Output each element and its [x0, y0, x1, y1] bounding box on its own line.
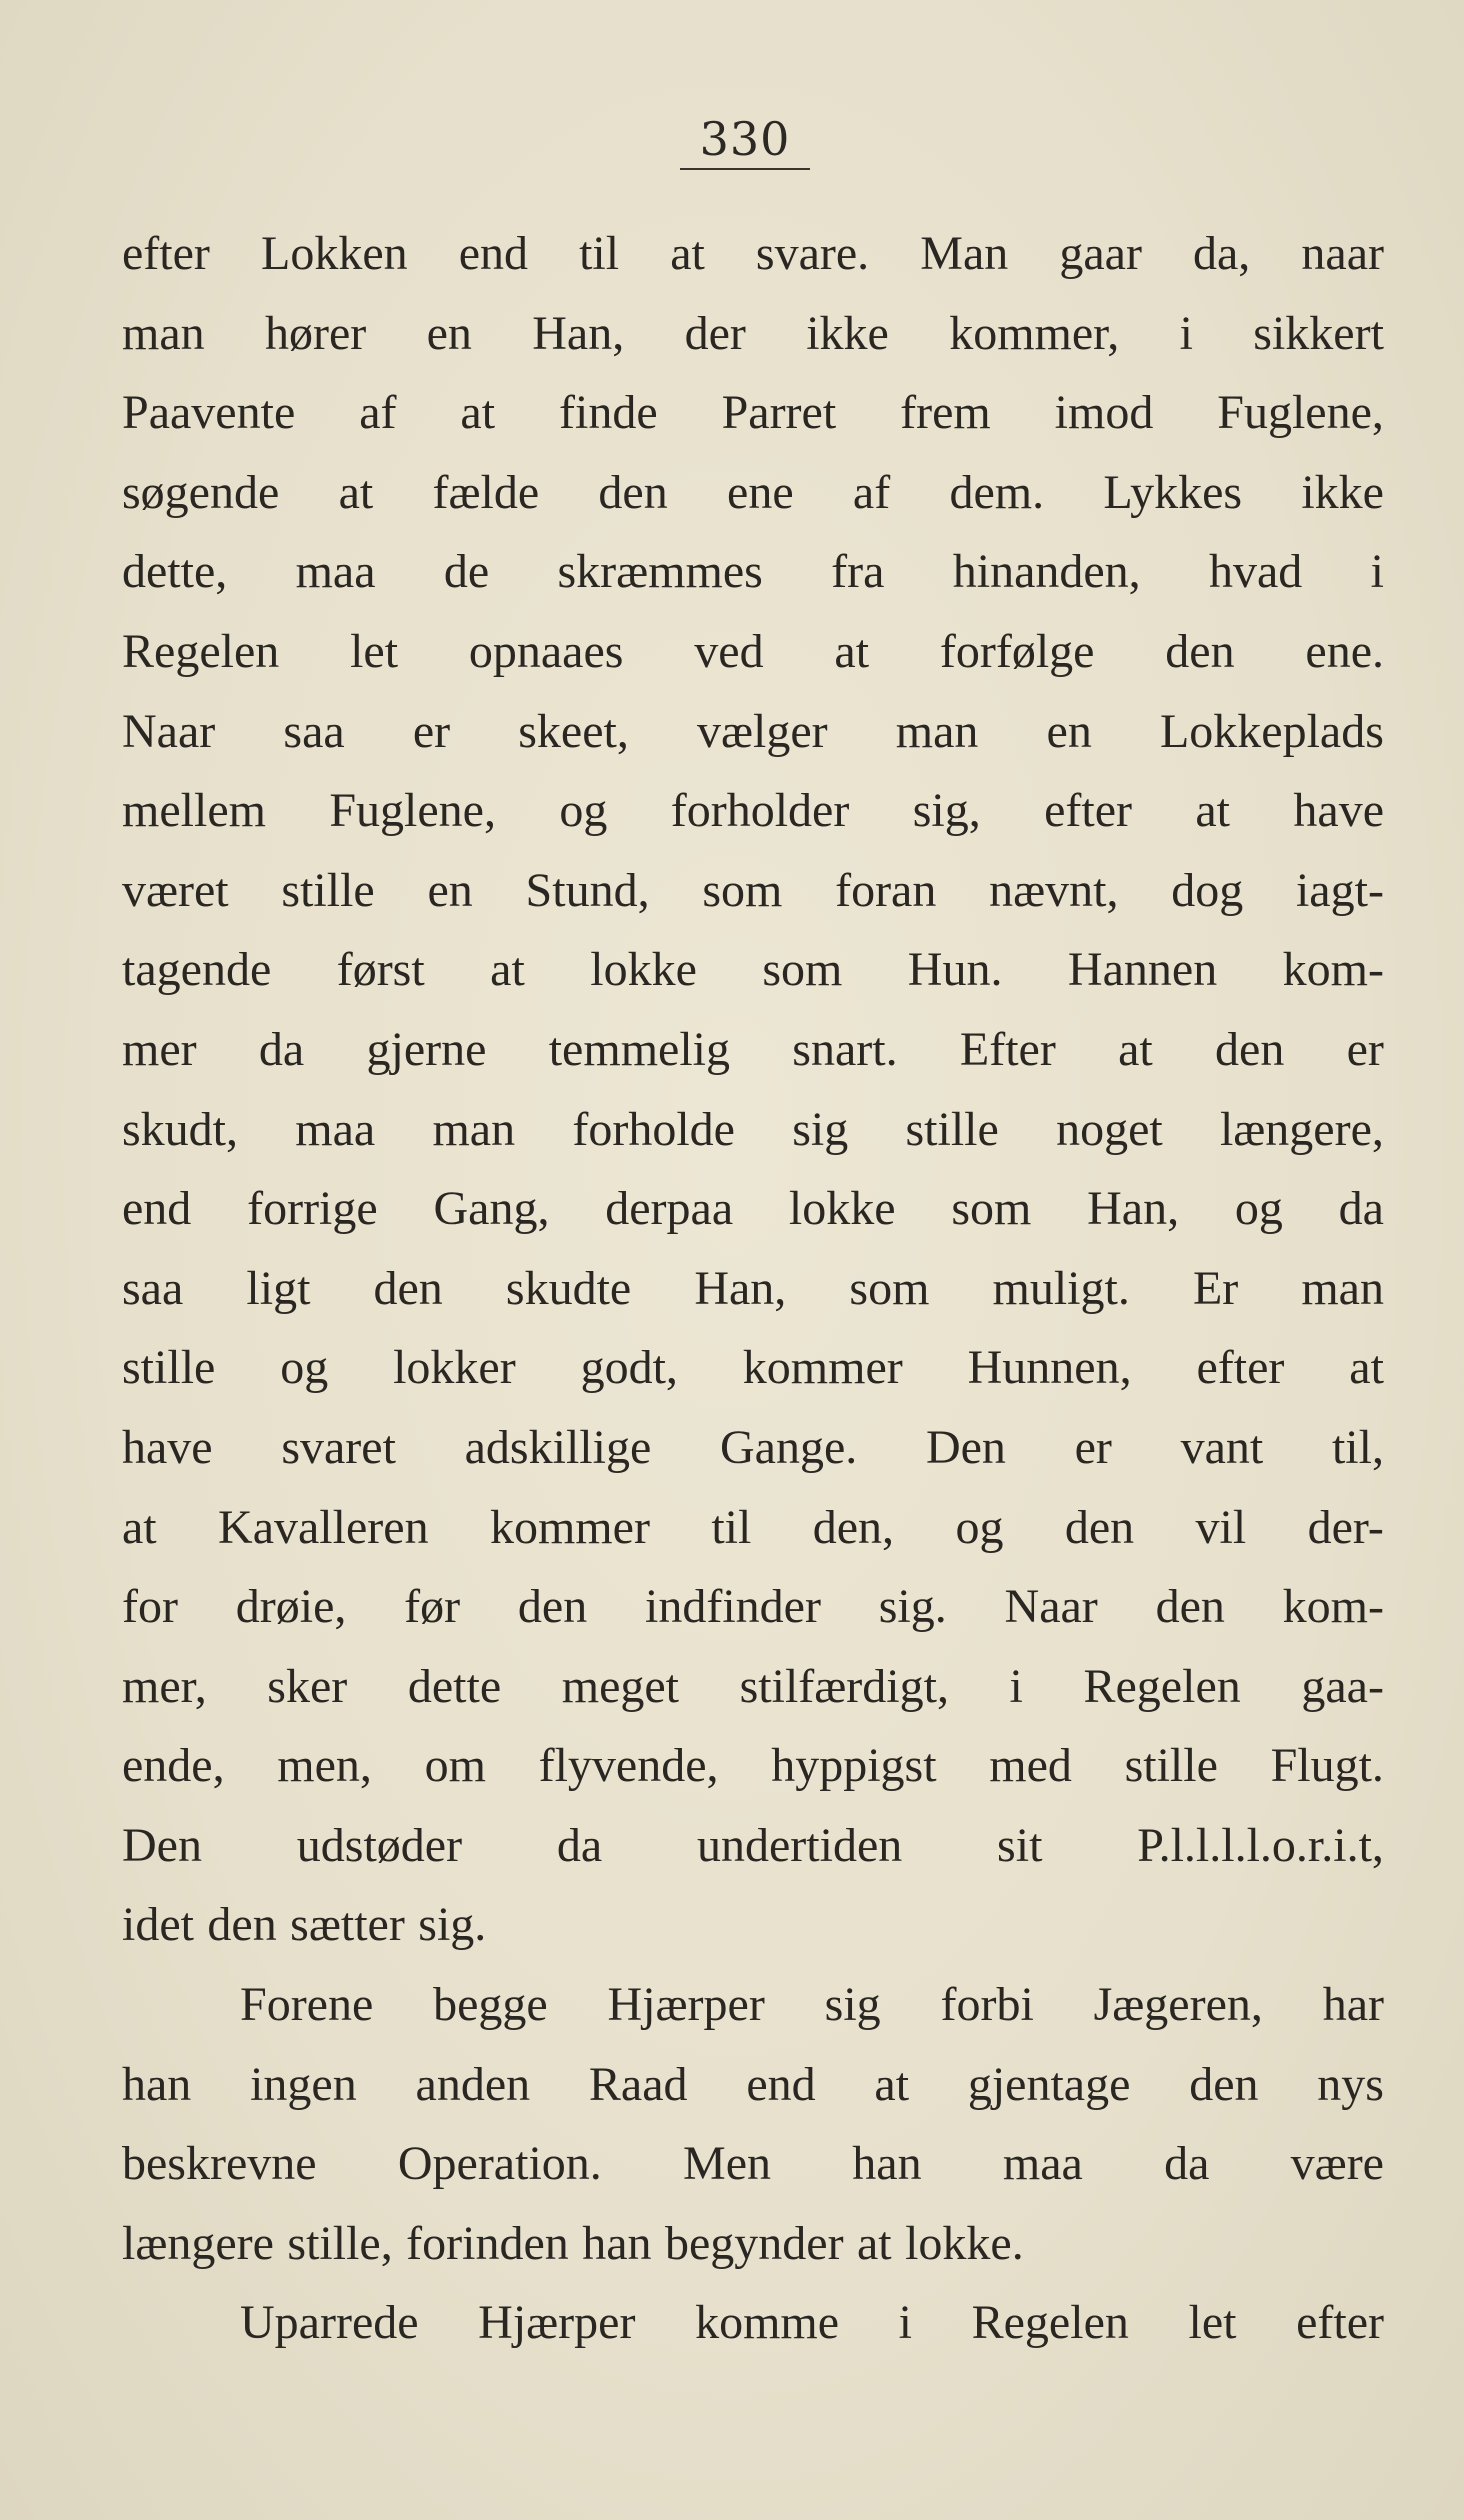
word: vælger: [696, 704, 828, 758]
text-line: [122, 1408, 1384, 1488]
word: Han,: [532, 306, 625, 360]
text-line: [122, 2204, 1384, 2284]
word: begynder: [664, 2216, 844, 2270]
word: adskillige: [464, 1420, 652, 1474]
word: sker: [267, 1659, 348, 1713]
word: da,: [1193, 227, 1251, 280]
word: først: [336, 943, 425, 997]
word: Kavalleren: [218, 1500, 429, 1554]
word: Stund,: [525, 863, 650, 917]
word: indfinder: [645, 1580, 821, 1634]
word: længere: [122, 2216, 274, 2270]
word: forfølge: [939, 624, 1095, 678]
word: han: [852, 2137, 922, 2191]
word: Lokken: [261, 227, 408, 280]
word: skræmmes: [557, 545, 763, 599]
word: sig.: [878, 1580, 947, 1634]
word: en: [426, 306, 472, 360]
word: længere,: [1219, 1102, 1384, 1156]
text-line: [122, 1965, 1384, 2045]
word: begge: [433, 1978, 548, 2032]
word: lokke: [590, 943, 697, 997]
word: at: [856, 2216, 892, 2270]
word: at: [460, 386, 496, 440]
word: han: [122, 2057, 192, 2111]
word: svaret: [281, 1420, 396, 1474]
word: ligt: [246, 1261, 311, 1315]
word: saa: [283, 704, 345, 758]
word: ende,: [122, 1739, 225, 1793]
word: til,: [1331, 1420, 1384, 1474]
word: Hjærper: [478, 2296, 636, 2350]
word: den: [1215, 1022, 1285, 1076]
word: mer,: [122, 1659, 207, 1713]
word: der-: [1307, 1500, 1384, 1554]
word: Gang,: [433, 1182, 550, 1236]
word: man: [1301, 1261, 1384, 1315]
word: mellem: [122, 784, 266, 838]
word: i: [898, 2296, 912, 2350]
word: noget: [1056, 1102, 1163, 1156]
word: ikke: [1301, 465, 1384, 519]
word: som: [702, 863, 783, 917]
word: Paavente: [122, 386, 296, 440]
word: gjentage: [967, 2057, 1131, 2111]
word: til: [579, 227, 620, 280]
word: at: [670, 227, 705, 280]
text-line: [122, 2045, 1384, 2125]
word: da: [1164, 2137, 1210, 2191]
word: man: [432, 1102, 516, 1156]
word: den,: [812, 1500, 895, 1554]
text-line: [122, 532, 1384, 612]
word: stilfærdigt,: [739, 1659, 949, 1713]
word: anden: [415, 2057, 531, 2111]
word: Jægeren,: [1093, 1978, 1263, 2032]
body-text: [122, 214, 1384, 2363]
word: de: [443, 545, 490, 599]
word: hvad: [1209, 545, 1303, 599]
word: og: [1234, 1182, 1283, 1236]
word: den: [207, 1898, 277, 1952]
word: i: [1370, 545, 1384, 599]
word: lokke.: [905, 2216, 1024, 2270]
text-line: [122, 771, 1384, 851]
word: Flugt.: [1270, 1739, 1384, 1793]
word: Regelen: [122, 624, 280, 678]
word: af: [359, 386, 397, 440]
word: Hannen: [1067, 943, 1218, 997]
word: som: [762, 943, 843, 997]
text-line: [122, 1169, 1384, 1249]
word: Regelen: [1083, 1659, 1241, 1713]
word: maa: [295, 1102, 376, 1156]
word: at: [338, 465, 374, 519]
word: kom-: [1282, 943, 1384, 997]
word: let: [1188, 2296, 1237, 2350]
word: at: [1349, 1341, 1384, 1395]
word: Den: [925, 1420, 1006, 1474]
word: da: [556, 1818, 603, 1872]
word: sig: [792, 1102, 849, 1156]
word: hyppigst: [771, 1739, 937, 1793]
word: være: [1290, 2137, 1384, 2191]
text-line: [122, 1090, 1384, 1170]
text-line: [122, 1010, 1384, 1090]
word: ved: [694, 624, 764, 678]
word: let: [350, 624, 399, 678]
word: forholder: [670, 784, 850, 838]
word: Forene: [240, 1978, 374, 2032]
word: at: [122, 1500, 157, 1554]
word: Fuglene,: [1217, 386, 1384, 440]
word: Hjærper: [607, 1978, 765, 2032]
word: Han,: [1087, 1182, 1180, 1236]
word: skeet,: [518, 704, 629, 758]
word: stille: [122, 1341, 216, 1395]
word: Er: [1192, 1261, 1239, 1315]
word: Operation.: [397, 2137, 602, 2191]
word: lokke: [788, 1182, 896, 1236]
word: sætter: [290, 1898, 405, 1952]
word: Lykkes: [1103, 465, 1243, 519]
word: godt,: [580, 1341, 678, 1395]
text-line: [122, 1328, 1384, 1408]
word: dette,: [122, 545, 228, 599]
word: ikke: [806, 306, 889, 360]
text-line: [122, 1488, 1384, 1568]
word: søgende: [122, 465, 280, 519]
word: til: [711, 1500, 752, 1554]
word: Parret: [721, 386, 837, 440]
word: sig: [824, 1978, 881, 2032]
word: med: [989, 1739, 1072, 1793]
word: dog: [1171, 863, 1244, 917]
word: ene: [727, 465, 794, 519]
text-line: [122, 1567, 1384, 1647]
word: før: [404, 1580, 461, 1634]
word: foran: [835, 863, 937, 917]
word: lokker: [393, 1341, 516, 1395]
word: han: [582, 2216, 652, 2270]
word: forholde: [572, 1102, 735, 1156]
word: idet: [122, 1898, 194, 1952]
text-line: [122, 692, 1384, 772]
word: og: [559, 784, 608, 838]
word: Man: [920, 227, 1009, 280]
word: maa: [295, 545, 376, 599]
word: Hunnen,: [967, 1341, 1132, 1395]
word: komme: [695, 2296, 840, 2350]
word: gaar: [1059, 227, 1142, 280]
word: efter: [122, 227, 210, 280]
word: men,: [277, 1739, 372, 1793]
word: kommer: [489, 1500, 650, 1554]
word: gjerne: [366, 1022, 487, 1076]
word: flyvende,: [538, 1739, 719, 1793]
word: Hun.: [907, 943, 1003, 997]
text-line: [122, 453, 1384, 533]
text-line: [122, 612, 1384, 692]
word: været: [122, 863, 229, 917]
word: forinden: [406, 2216, 569, 2270]
word: efter: [1296, 2296, 1384, 2350]
word: som: [849, 1261, 930, 1315]
word: man: [895, 704, 979, 758]
word: ene.: [1305, 624, 1384, 678]
text-line: [122, 2283, 1384, 2363]
word: Den: [122, 1818, 202, 1872]
word: have: [122, 1420, 213, 1474]
word: stille: [1124, 1739, 1218, 1793]
word: i: [1179, 306, 1193, 360]
word: hører: [264, 306, 367, 360]
word: den: [598, 465, 668, 519]
word: man: [122, 306, 205, 360]
word: og: [280, 1341, 329, 1395]
word: end: [458, 227, 529, 280]
word: snart.: [792, 1022, 898, 1076]
word: Naar: [1004, 1580, 1098, 1634]
word: er: [1346, 1022, 1384, 1076]
word: da: [1338, 1182, 1384, 1236]
word: en: [427, 863, 473, 917]
word: ingen: [250, 2057, 357, 2111]
word: mer: [122, 1022, 197, 1076]
word: om: [424, 1739, 486, 1793]
word: tagende: [122, 943, 272, 997]
word: af: [852, 465, 891, 519]
word: at: [834, 624, 870, 678]
word: opnaaes: [468, 624, 624, 678]
word: at: [490, 943, 525, 997]
word: skudt,: [122, 1102, 239, 1156]
word: udstøder: [296, 1818, 463, 1872]
word: Fuglene,: [329, 784, 496, 838]
word: kommer,: [949, 306, 1120, 360]
word: Raad: [588, 2057, 688, 2111]
word: dem.: [949, 465, 1045, 519]
word: den: [373, 1261, 443, 1315]
text-line: [122, 294, 1384, 374]
word: i: [1009, 1659, 1023, 1713]
word: end: [122, 1182, 192, 1236]
word: dette: [407, 1659, 502, 1713]
text-line: [122, 2124, 1384, 2204]
word: forrige: [247, 1182, 378, 1236]
text-line: [122, 373, 1384, 453]
word: den: [517, 1580, 588, 1634]
word: undertiden: [696, 1818, 903, 1872]
word: er: [1074, 1420, 1112, 1474]
text-line: [122, 214, 1384, 294]
text-line: [122, 1806, 1384, 1886]
word: gaa-: [1301, 1659, 1384, 1713]
text-line: [122, 930, 1384, 1010]
word: den: [1155, 1580, 1225, 1634]
text-line: [122, 1249, 1384, 1329]
word: naar: [1301, 227, 1384, 280]
page-number: 330: [680, 114, 810, 170]
word: en: [1046, 704, 1092, 758]
word: der: [684, 306, 746, 360]
word: end: [746, 2057, 816, 2111]
word: kommer: [742, 1341, 903, 1395]
word: meget: [561, 1659, 680, 1713]
word: Regelen: [971, 2296, 1129, 2350]
text-line: [122, 1647, 1384, 1727]
word: beskrevne: [122, 2137, 317, 2191]
word: for: [122, 1580, 178, 1634]
word: den: [1165, 624, 1235, 678]
word: imod: [1054, 386, 1154, 440]
word: muligt.: [992, 1261, 1130, 1315]
text-line: [122, 851, 1384, 931]
word: hinanden,: [952, 545, 1141, 599]
word: fælde: [432, 465, 540, 519]
word: Gange.: [719, 1420, 858, 1474]
word: saa: [122, 1261, 184, 1315]
word: stille: [281, 863, 375, 917]
word: frem: [900, 386, 991, 440]
word: at: [1195, 784, 1231, 838]
word: forbi: [940, 1978, 1034, 2032]
word: sig.: [418, 1898, 487, 1952]
word: finde: [559, 386, 658, 440]
text-line: [122, 1726, 1384, 1806]
word: vil: [1195, 1500, 1247, 1554]
word: derpaa: [605, 1182, 734, 1236]
word: at: [874, 2057, 910, 2111]
word: sikkert: [1253, 306, 1384, 360]
word: iagt-: [1295, 863, 1384, 917]
word: Men: [683, 2137, 772, 2191]
word: Naar: [122, 704, 216, 758]
word: svare.: [755, 227, 870, 280]
word: den: [1064, 1500, 1135, 1554]
word: sit: [997, 1818, 1043, 1872]
word: kom-: [1282, 1580, 1384, 1634]
word: Efter: [959, 1022, 1056, 1076]
word: stille: [905, 1102, 999, 1156]
word: fra: [831, 545, 885, 599]
word: temmelig: [548, 1022, 731, 1076]
word: stille,: [287, 2216, 393, 2270]
word: maa: [1002, 2137, 1083, 2191]
word: efter: [1044, 784, 1132, 838]
word: have: [1293, 784, 1384, 838]
word: drøie,: [235, 1580, 347, 1634]
word: har: [1322, 1978, 1384, 2032]
word: nys: [1317, 2057, 1384, 2111]
word: Lokkeplads: [1159, 704, 1384, 758]
word: Han,: [694, 1261, 787, 1315]
text-line: [122, 1885, 1384, 1965]
word: den: [1189, 2057, 1259, 2111]
word: skudte: [505, 1261, 632, 1315]
word: efter: [1196, 1341, 1285, 1395]
word: nævnt,: [989, 863, 1119, 917]
word: Uparrede: [240, 2296, 419, 2350]
word: og: [955, 1500, 1004, 1554]
word: da: [258, 1022, 305, 1076]
word: sig,: [912, 784, 981, 838]
word: er: [412, 704, 451, 758]
word: at: [1118, 1022, 1153, 1076]
word: P.l.l.l.l.o.r.i.t,: [1137, 1818, 1384, 1872]
word: vant: [1180, 1420, 1264, 1474]
word: som: [951, 1182, 1032, 1236]
